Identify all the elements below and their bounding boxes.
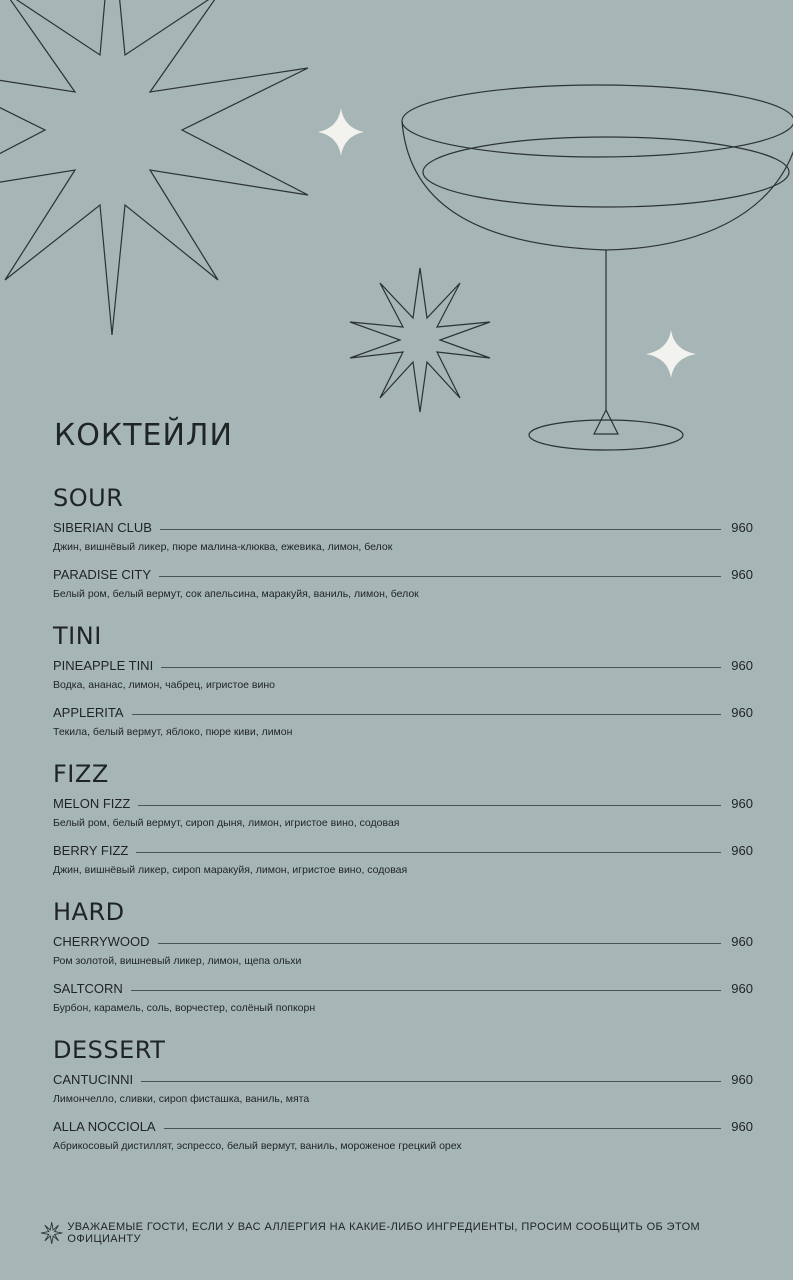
menu-section-tini xyxy=(53,621,753,739)
leader-line xyxy=(161,667,721,668)
section-title: DESSERT xyxy=(53,1036,166,1064)
item-name: SIBERIAN CLUB xyxy=(53,520,152,535)
cocktail-menu xyxy=(53,483,753,1173)
leader-line xyxy=(164,1128,721,1129)
item-description: Лимончелло, сливки, сироп фисташка, ваниль, мята xyxy=(53,1093,310,1105)
item-name: MELON FIZZ xyxy=(53,796,131,811)
item-description: Бурбон, карамель, соль, ворчестер, солёный попкорн xyxy=(53,1002,316,1014)
allergy-notice xyxy=(40,1221,760,1245)
item-description: Белый ром, белый вермут, сироп дыня, лимон, игристое вино, содовая xyxy=(53,817,400,829)
item-name: APPLERITA xyxy=(53,705,124,720)
item-description: Водка, ананас, лимон, чабрец, игристое вино xyxy=(53,679,275,691)
item-price: 960 xyxy=(731,796,753,811)
menu-item xyxy=(53,931,753,968)
item-description: Текила, белый вермут, яблоко, пюре киви, лимон xyxy=(53,726,293,738)
header-illustration xyxy=(0,0,793,470)
leader-line xyxy=(132,714,721,715)
item-price: 960 xyxy=(731,981,753,996)
menu-item xyxy=(53,564,753,601)
allergy-notice-text: УВАЖАЕМЫЕ ГОСТИ, ЕСЛИ У ВАС АЛЛЕРГИЯ НА КАКИЕ-ЛИБО ИНГРЕДИЕНТЫ, ПРОСИМ СООБЩИТЬ ОБ ЭТОМ ОФИЦИАНТУ xyxy=(67,1221,701,1245)
section-title: HARD xyxy=(53,898,125,926)
leader-line xyxy=(158,943,721,944)
menu-item xyxy=(53,793,753,830)
item-price: 960 xyxy=(731,1119,753,1134)
item-price: 960 xyxy=(731,520,753,535)
item-name: SALTCORN xyxy=(53,981,123,996)
section-title: SOUR xyxy=(53,484,124,512)
item-name: PARADISE CITY xyxy=(53,567,152,582)
menu-item xyxy=(53,655,753,692)
large-star-outline-icon xyxy=(0,0,308,335)
menu-section-fizz xyxy=(53,759,753,877)
item-price: 960 xyxy=(731,567,753,582)
item-name: BERRY FIZZ xyxy=(53,843,129,858)
item-description: Ром золотой, вишневый ликер, лимон, щепа ольхи xyxy=(53,955,302,967)
menu-item xyxy=(53,978,753,1015)
menu-item xyxy=(53,517,753,554)
leader-line xyxy=(138,805,721,806)
item-price: 960 xyxy=(731,1072,753,1087)
menu-item xyxy=(53,840,753,877)
item-description: Белый ром, белый вермут, сок апельсина, маракуйя, ваниль, лимон, белок xyxy=(53,588,419,600)
cocktail-glass-icon xyxy=(402,85,793,450)
item-name: PINEAPPLE TINI xyxy=(53,658,154,673)
page-title: КОКТЕЙЛИ xyxy=(54,418,233,453)
item-description: Джин, вишнёвый ликер, пюре малина-клюква, ежевика, лимон, белок xyxy=(53,541,393,553)
item-price: 960 xyxy=(731,705,753,720)
leader-line xyxy=(159,576,721,577)
leader-line xyxy=(131,990,721,991)
menu-section-sour xyxy=(53,483,753,601)
item-description: Абрикосовый дистиллят, эспрессо, белый вермут, ваниль, мороженое грецкий орех xyxy=(53,1140,462,1152)
item-name: ALLA NOCCIOLA xyxy=(53,1119,156,1134)
item-price: 960 xyxy=(731,658,753,673)
section-title: TINI xyxy=(53,622,102,650)
menu-item xyxy=(53,702,753,739)
item-name: CHERRYWOOD xyxy=(53,934,150,949)
menu-section-dessert xyxy=(53,1035,753,1153)
small-star-outline-icon xyxy=(350,268,490,412)
leader-line xyxy=(160,529,721,530)
leader-line xyxy=(141,1081,721,1082)
item-description: Джин, вишнёвый ликер, сироп маракуйя, лимон, игристое вино, содовая xyxy=(53,864,408,876)
menu-item xyxy=(53,1116,753,1153)
star-outline-icon xyxy=(40,1221,63,1245)
item-name: CANTUCINNI xyxy=(53,1072,134,1087)
item-price: 960 xyxy=(731,843,753,858)
leader-line xyxy=(136,852,721,853)
menu-section-hard xyxy=(53,897,753,1015)
section-title: FIZZ xyxy=(53,760,109,788)
menu-item xyxy=(53,1069,753,1106)
sparkle-icon xyxy=(318,108,696,378)
item-price: 960 xyxy=(731,934,753,949)
